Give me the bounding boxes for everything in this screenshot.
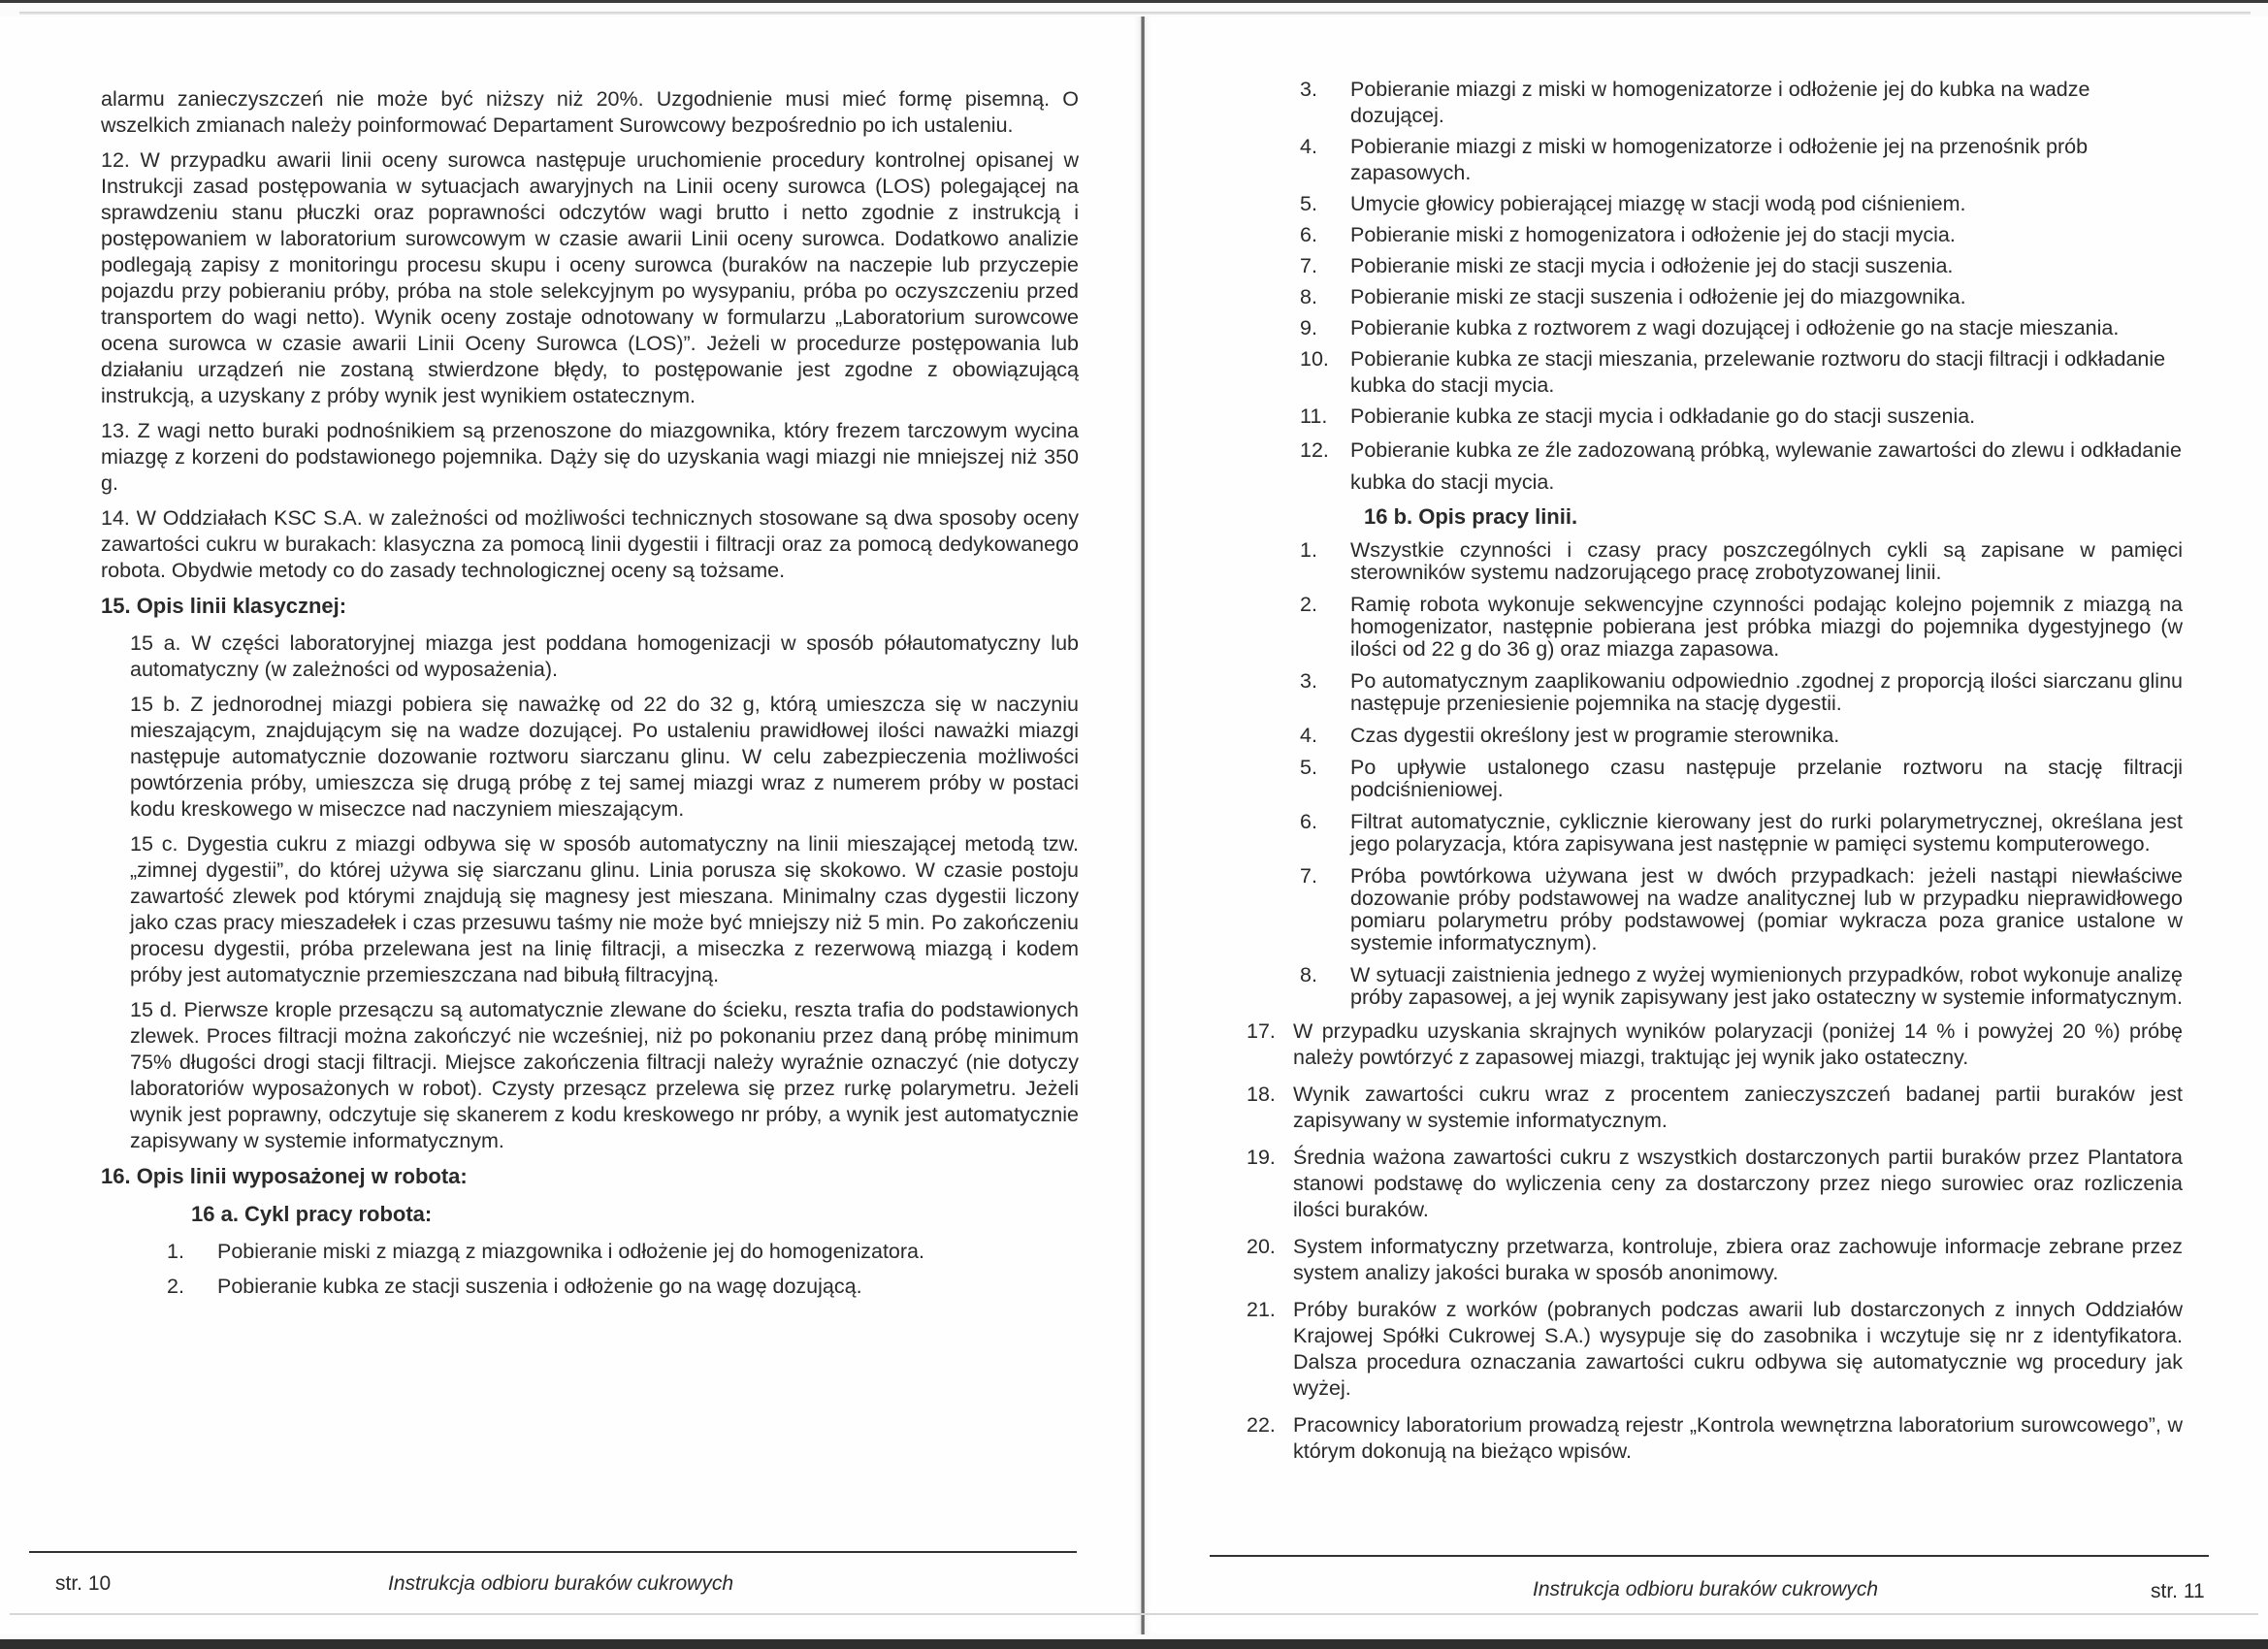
list-item: 4. Pobieranie miazgi z miski w homogenizatorze i odłożenie jej na przenośnik prób zapasowych. [1300,135,2089,184]
scan-edge-bottom [10,1613,2258,1615]
footer-rule [1210,1555,2209,1557]
section-15b: 15 b. Z jednorodnej miazgi pobiera się naważkę od 22 do 32 g, którą umieszcza się w naczyniu mieszającym, znajdującym się na wadze dozującej. Po ustaleniu prawidłowej ilości naważki miazgi następuje automatycznie dozowanie roztworu siarczanu glinu. W celu zabezpieczenia możliwości powtórzenia próby, umieszcza się drugą próbę z tej samej miazgi wraz z numerem próby w postaci kodu kreskowego w miseczce nad naczyniem mieszającym. [130,693,1079,821]
list-item: 4. Czas dygestii określony jest w programie sterownika. [1300,724,1840,747]
section-16-heading: 16. Opis linii wyposażonej w robota: [101,1164,468,1188]
paragraph-14: 14. W Oddziałach KSC S.A. w zależności od możliwości technicznych stosowane są dwa sposoby oceny zawartości cukru w burakach: klasyczna za pomocą linii dygestii i filtracji oraz za pomocą dedykowanego robota. Obydwie metody co do zasady technologicznej oceny są tożsame. [101,506,1079,582]
list-item: 9. Pobieranie kubka z roztworem z wagi dozującej i odłożenie go na stacje mieszania. [1300,316,2120,340]
paragraph-13: 13. Z wagi netto buraki podnośnikiem są przenoszone do miazgownika, który frezem tarczowym wycina miazgę z korzeni do podstawionego pojemnika. Dąży się do uzyskania wagi miazgi nie mniejszej niż 350 g. [101,419,1079,495]
list-item: 20. System informatyczny przetwarza, kontroluje, zbiera oraz zachowuje informacje zebrane przez system analizy jakości buraka w sposób anonimowy. [1247,1235,2183,1284]
list-item: 3. Po automatycznym zaaplikowaniu odpowiednio .zgodnej z proporcją ilości siarczanu glinu następuje przeniesienie pojemnika na stację dygestii. [1300,669,2183,715]
list-item: 6. Pobieranie miski z homogenizatora i odłożenie jej do stacji mycia. [1300,223,1956,246]
main-numbered-list [1247,1018,2183,1465]
page-number: str. 10 [55,1572,112,1595]
book-spread [0,3,2268,1642]
list-item: 3. Pobieranie miazgi z miski w homogenizatorze i odłożenie jej do kubka na wadze dozującej. [1300,78,2090,127]
paragraph: alarmu zanieczyszczeń nie może być niższy niż 20%. Uzgodnienie musi mieć formę pisemną. O wszelkich zmianach należy poinformować Departament Surowcowy bezpośrednio po ich ustaleniu. [101,87,1079,137]
list-item: 6. Filtrat automatycznie, cyklicznie kierowany jest do rurki polarymetrycznej, określana jest jego polaryzacja, która zapisywana jest następnie w pamięci systemu komputerowego. [1300,810,2183,856]
list-item: 8. W sytuacji zaistnienia jednego z wyżej wymienionych przypadków, robot wykonuje analizę próby zapasowej, a jej wynik zapisywany jest jako ostateczny w systemie informatycznym. [1300,963,2183,1009]
list-item: 8. Pobieranie miski ze stacji suszenia i odłożenie jej do miazgownika. [1300,285,1966,308]
list-item: 5. Umycie głowicy pobierającej miazgę w stacji wodą pod ciśnieniem. [1300,192,1966,215]
section-15a: 15 a. W części laboratoryjnej miazga jest poddana homogenizacji w sposób półautomatyczny lub automatyczny (w zależności od wyposażenia). [130,631,1079,681]
list-item: 2. Pobieranie kubka ze stacji suszenia i odłożenie go na wagę dozującą. [167,1275,862,1298]
list-item: 10. Pobieranie kubka ze stacji mieszania, przelewanie roztworu do stacji filtracji i odkładanie kubka do stacji mycia. [1300,347,2166,397]
section-15d: 15 d. Pierwsze krople przesączu są automatycznie zlewane do ścieku, reszta trafia do podstawionych zlewek. Proces filtracji można zakończyć nie wcześniej, niż po pokonaniu przez daną próbę minimum 75% długości drogi stacji filtracji. Miejsce zakończenia filtracji należy wyraźnie oznaczyć (nie dotyczy laboratoriów wyposażonych w robot). Czysty przesącz przelewa się przez rurkę polarymetru. Jeżeli wynik jest poprawny, odczytuje się skanerem z kodu kreskowego nr próby, a wynik jest automatycznie zapisywany w systemie informatycznym. [130,998,1079,1152]
list-item: 12. Pobieranie kubka ze źle zadozowaną próbką, wylewanie zawartości do zlewu i odkładanie kubka do stacji mycia. [1300,438,2182,494]
scanner-background [0,1639,2268,1649]
list-item: 1. Pobieranie miski z miazgą z miazgownika i odłożenie jej do homogenizatora. [167,1240,924,1263]
list-item: 19. Średnia ważona zawartości cukru z wszystkich dostarczonych partii buraków przez Plantatora stanowi podstawę do wyliczenia ceny za dostarczony przez niego surowiec oraz rozliczenia ilości buraków. [1247,1146,2183,1221]
list-item: 7. Pobieranie miski ze stacji mycia i odłożenie jej do stacji suszenia. [1300,254,1954,277]
line-operation-list [1300,539,2183,1009]
list-item: 1. Wszystkie czynności i czasy pracy poszczególnych cykli są zapisane w pamięci sterowników systemu nadzorującego pracę zrobotyzowanej linii. [1300,538,2183,584]
section-15-heading: 15. Opis linii klasycznej: [101,594,347,618]
list-item: 2. Ramię robota wykonuje sekwencyjne czynności podając kolejno pojemnik z miazgą na homogenizator, następnie pobierana jest próbka miazgi do pojemnika dygestyjnego (w ilości od 22 g do 36 g) oraz miazga zapasowa. [1300,593,2183,661]
list-item: 11. Pobieranie kubka ze stacji mycia i odkładanie go do stacji suszenia. [1300,404,1976,428]
section-15c: 15 c. Dygestia cukru z miazgi odbywa się w sposób automatyczny na linii mieszającej metodą tzw. „zimnej dygestii”, do której używa się siarczanu glinu. Linia porusza się skokowo. W czasie postoju zawartość zlewek pod którymi znajdują się magnesy jest mieszana. Minimalny czas dygestii liczony jako czas pracy mieszadełek i czas przesuwu taśmy nie może być mniejszy niż 5 min. Po zakończeniu procesu dygestii, próba przelewana jest na linię filtracji, a miseczka z rezerwową miazgą i kodem próby jest automatycznie przemieszczana nad bibułą filtracyjną. [130,832,1079,986]
paragraph-12: 12. W przypadku awarii linii oceny surowca następuje uruchomienie procedury kontrolnej opisanej w Instrukcji zasad postępowania w sytuacjach awaryjnych na Linii oceny surowca (LOS) polegającej na sprawdzeniu stanu płuczki oraz poprawności odczytów wagi brutto i netto zgodnie z instrukcją i postępowaniem w laboratorium surowcowym w czasie awarii Linii oceny surowca. Dodatkowo analizie podlegają zapisy z monitoringu procesu skupu i oceny surowca (buraków na naczepie lub przyczepie pojazdu przy pobieraniu próby, próba na stole selekcyjnym po wysypaniu, próba po oczyszczeniu przed transportem do wagi netto). Wynik oceny zostaje odnotowany w formularzu „Laboratorium surowcowe ocena surowca w czasie awarii Linii Oceny Surowca (LOS)”. Jeżeli w procedurze postępowania lub działaniu urządzeń nie zostaną stwierdzone błędy, to postępowanie jest zgodne z obowiązującą instrukcją, a uzyskany z próby wynik jest wynikiem ostatecznym. [101,148,1079,407]
left-page-body [101,86,1079,1309]
robot-cycle-list-part2 [1300,77,2183,499]
page-number: str. 11 [2151,1580,2205,1602]
list-item: 22. Pracownicy laboratorium prowadzą rejestr „Kontrola wewnętrzna laboratorium surowcowego”, w którym dokonują na bieżąco wpisów. [1247,1413,2183,1463]
page-right [1145,16,2268,1634]
section-16a-heading: 16 a. Cykl pracy robota: [191,1202,433,1226]
footer-rule [29,1551,1077,1553]
list-item: 21. Próby buraków z worków (pobranych podczas awarii lub dostarczonych z innych Oddziałów Krajowej Spółki Cukrowej S.A.) wysypuje się do zasobnika i wczytuje się nr z identyfikatora. Dalsza procedura oznaczania zawartości cukru odbywa się automatycznie wg procedury jak wyżej. [1247,1298,2183,1400]
footer-title: Instrukcja odbioru buraków cukrowych [388,1572,733,1595]
list-item: 18. Wynik zawartości cukru wraz z procentem zanieczyszczeń badanej partii buraków jest zapisywany w systemie informatycznym. [1247,1083,2183,1132]
scan-edge-top [19,12,2251,15]
footer-title: Instrukcja odbioru buraków cukrowych [1533,1578,1878,1600]
list-item: 17. W przypadku uzyskania skrajnych wyników polaryzacji (poniżej 14 % i powyżej 20 %) próbę należy powtórzyć z zapasowej miazgi, traktując jej wynik jako ostateczny. [1247,1019,2183,1069]
robot-cycle-list-part1 [167,1239,1079,1300]
list-item: 7. Próba powtórkowa używana jest w dwóch przypadkach: jeżeli nastąpi niewłaściwe dozowanie próby podstawowej na wadze analitycznej lub w przypadku nieprawidłowego pomiaru polarymetru próby podstawowej (pomiar wykracza poza granice ustalone w systemie informatycznym). [1300,864,2183,954]
right-page-body [1247,77,2183,1475]
section-16b-heading: 16 b. Opis pracy linii. [1364,504,1578,529]
page-left [0,16,1141,1634]
list-item: 5. Po upływie ustalonego czasu następuje przelanie roztworu na stację filtracji podciśnieniowej. [1300,756,2183,801]
